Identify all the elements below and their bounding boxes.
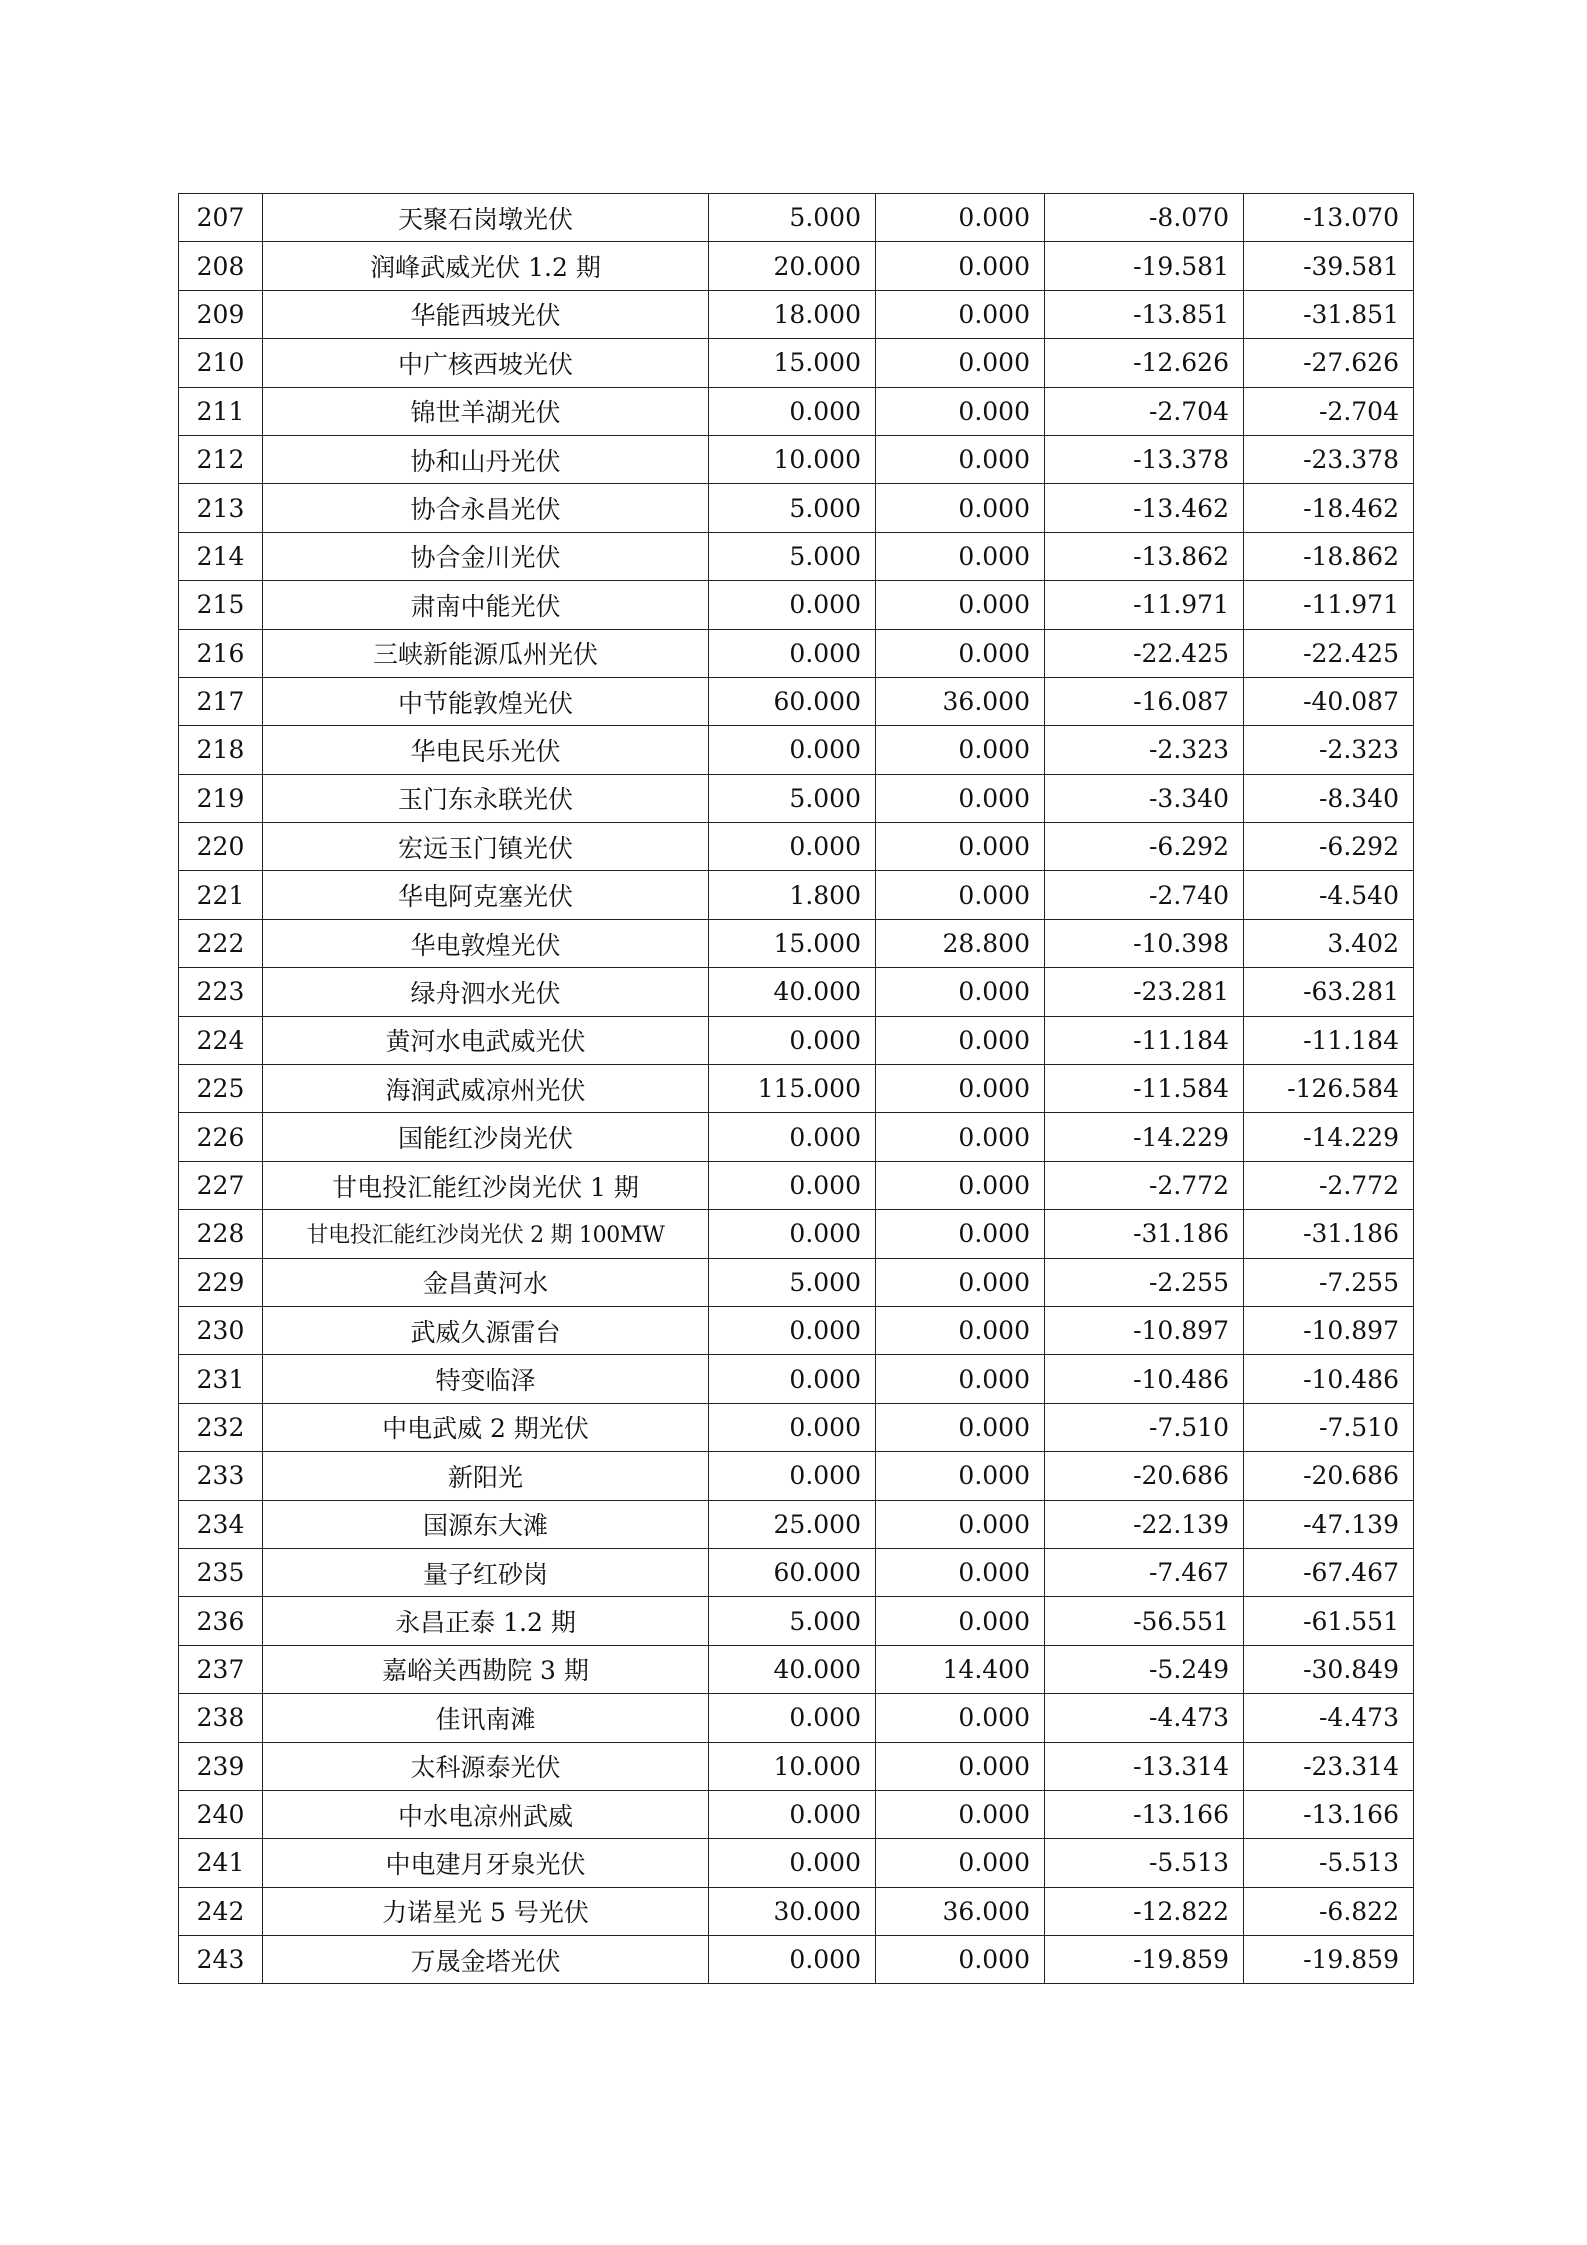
table-row [179, 1306, 1414, 1354]
value-col-3: 0.000 [709, 581, 876, 629]
value-col-4: 0.000 [876, 435, 1045, 483]
table-row [179, 677, 1414, 725]
row-index: 216 [179, 629, 263, 677]
table-row [179, 871, 1414, 919]
value-col-4: 0.000 [876, 1694, 1045, 1742]
value-col-4: 0.000 [876, 1403, 1045, 1451]
value-col-4: 0.000 [876, 484, 1045, 532]
value-col-5: -13.851 [1045, 290, 1244, 338]
value-col-4: 0.000 [876, 1790, 1045, 1838]
table-row [179, 194, 1414, 242]
table-row [179, 968, 1414, 1016]
station-name: 润峰武威光伏 1.2 期 [263, 242, 709, 290]
value-col-5: -11.584 [1045, 1065, 1244, 1113]
value-col-4: 0.000 [876, 1210, 1045, 1258]
station-name: 华能西坡光伏 [263, 290, 709, 338]
row-index: 223 [179, 968, 263, 1016]
value-col-6: -27.626 [1244, 339, 1414, 387]
value-col-4: 0.000 [876, 1500, 1045, 1548]
value-col-6: -2.323 [1244, 726, 1414, 774]
station-name: 华电敦煌光伏 [263, 919, 709, 967]
value-col-6: -22.425 [1244, 629, 1414, 677]
table-row [179, 1645, 1414, 1693]
value-col-5: -11.184 [1045, 1016, 1244, 1064]
station-name: 甘电投汇能红沙岗光伏 1 期 [263, 1161, 709, 1209]
value-col-3: 5.000 [709, 1258, 876, 1306]
row-index: 232 [179, 1403, 263, 1451]
station-name: 黄河水电武威光伏 [263, 1016, 709, 1064]
value-col-6: -31.851 [1244, 290, 1414, 338]
row-index: 215 [179, 581, 263, 629]
value-col-4: 0.000 [876, 242, 1045, 290]
row-index: 228 [179, 1210, 263, 1258]
value-col-6: -5.513 [1244, 1839, 1414, 1887]
table-row [179, 1839, 1414, 1887]
value-col-3: 25.000 [709, 1500, 876, 1548]
table-row [179, 1694, 1414, 1742]
value-col-6: -11.184 [1244, 1016, 1414, 1064]
value-col-6: -23.314 [1244, 1742, 1414, 1790]
station-name: 肃南中能光伏 [263, 581, 709, 629]
station-name: 中电武威 2 期光伏 [263, 1403, 709, 1451]
station-name: 国源东大滩 [263, 1500, 709, 1548]
value-col-4: 28.800 [876, 919, 1045, 967]
station-name: 三峡新能源瓜州光伏 [263, 629, 709, 677]
value-col-5: -12.822 [1045, 1887, 1244, 1935]
value-col-4: 36.000 [876, 1887, 1045, 1935]
value-col-3: 5.000 [709, 484, 876, 532]
station-name: 玉门东永联光伏 [263, 774, 709, 822]
table-row [179, 581, 1414, 629]
table-body [179, 194, 1414, 1984]
value-col-5: -4.473 [1045, 1694, 1244, 1742]
table-row [179, 1161, 1414, 1209]
station-name: 国能红沙岗光伏 [263, 1113, 709, 1161]
row-index: 221 [179, 871, 263, 919]
value-col-4: 0.000 [876, 726, 1045, 774]
row-index: 231 [179, 1355, 263, 1403]
row-index: 229 [179, 1258, 263, 1306]
row-index: 233 [179, 1452, 263, 1500]
table-row [179, 919, 1414, 967]
row-index: 240 [179, 1790, 263, 1838]
row-index: 241 [179, 1839, 263, 1887]
value-col-4: 0.000 [876, 1113, 1045, 1161]
row-index: 218 [179, 726, 263, 774]
row-index: 224 [179, 1016, 263, 1064]
value-col-3: 1.800 [709, 871, 876, 919]
row-index: 226 [179, 1113, 263, 1161]
value-col-4: 0.000 [876, 629, 1045, 677]
station-name: 嘉峪关西勘院 3 期 [263, 1645, 709, 1693]
station-name: 绿舟泗水光伏 [263, 968, 709, 1016]
row-index: 227 [179, 1161, 263, 1209]
value-col-3: 0.000 [709, 1403, 876, 1451]
value-col-5: -2.323 [1045, 726, 1244, 774]
station-name: 新阳光 [263, 1452, 709, 1500]
value-col-6: -11.971 [1244, 581, 1414, 629]
row-index: 214 [179, 532, 263, 580]
value-col-5: -11.971 [1045, 581, 1244, 629]
value-col-3: 60.000 [709, 677, 876, 725]
value-col-3: 5.000 [709, 194, 876, 242]
station-name: 量子红砂岗 [263, 1548, 709, 1596]
value-col-3: 40.000 [709, 968, 876, 1016]
value-col-3: 0.000 [709, 1306, 876, 1354]
row-index: 225 [179, 1065, 263, 1113]
value-col-5: -13.166 [1045, 1790, 1244, 1838]
value-col-5: -5.513 [1045, 1839, 1244, 1887]
station-name: 协合永昌光伏 [263, 484, 709, 532]
table-row [179, 484, 1414, 532]
value-col-5: -2.704 [1045, 387, 1244, 435]
value-col-5: -12.626 [1045, 339, 1244, 387]
row-index: 220 [179, 823, 263, 871]
value-col-5: -8.070 [1045, 194, 1244, 242]
data-table [178, 193, 1414, 1984]
row-index: 243 [179, 1936, 263, 1984]
value-col-3: 60.000 [709, 1548, 876, 1596]
station-name: 永昌正泰 1.2 期 [263, 1597, 709, 1645]
row-index: 217 [179, 677, 263, 725]
row-index: 235 [179, 1548, 263, 1596]
value-col-5: -56.551 [1045, 1597, 1244, 1645]
value-col-6: -63.281 [1244, 968, 1414, 1016]
value-col-5: -19.859 [1045, 1936, 1244, 1984]
value-col-5: -13.862 [1045, 532, 1244, 580]
table-row [179, 435, 1414, 483]
value-col-4: 0.000 [876, 1016, 1045, 1064]
station-name: 万晟金塔光伏 [263, 1936, 709, 1984]
value-col-4: 0.000 [876, 581, 1045, 629]
row-index: 239 [179, 1742, 263, 1790]
table-row [179, 1016, 1414, 1064]
value-col-6: -18.862 [1244, 532, 1414, 580]
row-index: 209 [179, 290, 263, 338]
table-row [179, 1548, 1414, 1596]
row-index: 210 [179, 339, 263, 387]
value-col-3: 0.000 [709, 823, 876, 871]
value-col-5: -20.686 [1045, 1452, 1244, 1500]
value-col-6: -67.467 [1244, 1548, 1414, 1596]
row-index: 219 [179, 774, 263, 822]
value-col-3: 10.000 [709, 435, 876, 483]
value-col-6: -18.462 [1244, 484, 1414, 532]
station-name: 武威久源雷台 [263, 1306, 709, 1354]
value-col-3: 18.000 [709, 290, 876, 338]
value-col-3: 0.000 [709, 1936, 876, 1984]
row-index: 213 [179, 484, 263, 532]
value-col-3: 0.000 [709, 1016, 876, 1064]
value-col-4: 0.000 [876, 387, 1045, 435]
table-row [179, 1403, 1414, 1451]
station-name: 天聚石岗墩光伏 [263, 194, 709, 242]
table-row [179, 1258, 1414, 1306]
table-row [179, 1113, 1414, 1161]
value-col-4: 0.000 [876, 194, 1045, 242]
station-name: 中电建月牙泉光伏 [263, 1839, 709, 1887]
station-name: 锦世羊湖光伏 [263, 387, 709, 435]
value-col-4: 0.000 [876, 290, 1045, 338]
value-col-4: 14.400 [876, 1645, 1045, 1693]
value-col-3: 0.000 [709, 387, 876, 435]
station-name: 海润武威凉州光伏 [263, 1065, 709, 1113]
table-row [179, 1065, 1414, 1113]
value-col-3: 115.000 [709, 1065, 876, 1113]
value-col-3: 30.000 [709, 1887, 876, 1935]
table-row [179, 339, 1414, 387]
value-col-6: -7.510 [1244, 1403, 1414, 1451]
value-col-6: -10.897 [1244, 1306, 1414, 1354]
table-row [179, 532, 1414, 580]
value-col-5: -14.229 [1045, 1113, 1244, 1161]
value-col-5: -7.510 [1045, 1403, 1244, 1451]
value-col-5: -10.398 [1045, 919, 1244, 967]
value-col-3: 15.000 [709, 339, 876, 387]
table-row [179, 774, 1414, 822]
value-col-6: -4.540 [1244, 871, 1414, 919]
station-name: 中节能敦煌光伏 [263, 677, 709, 725]
value-col-4: 0.000 [876, 968, 1045, 1016]
value-col-4: 0.000 [876, 871, 1045, 919]
value-col-6: -40.087 [1244, 677, 1414, 725]
value-col-6: -10.486 [1244, 1355, 1414, 1403]
table-row [179, 1597, 1414, 1645]
row-index: 211 [179, 387, 263, 435]
table-row [179, 629, 1414, 677]
value-col-4: 36.000 [876, 677, 1045, 725]
value-col-3: 40.000 [709, 1645, 876, 1693]
station-name: 金昌黄河水 [263, 1258, 709, 1306]
value-col-3: 0.000 [709, 1355, 876, 1403]
value-col-5: -31.186 [1045, 1210, 1244, 1258]
value-col-6: -30.849 [1244, 1645, 1414, 1693]
value-col-4: 0.000 [876, 532, 1045, 580]
row-index: 238 [179, 1694, 263, 1742]
station-name: 太科源泰光伏 [263, 1742, 709, 1790]
value-col-6: -31.186 [1244, 1210, 1414, 1258]
value-col-6: -6.822 [1244, 1887, 1414, 1935]
value-col-6: -61.551 [1244, 1597, 1414, 1645]
value-col-6: -20.686 [1244, 1452, 1414, 1500]
value-col-3: 10.000 [709, 1742, 876, 1790]
value-col-6: -2.772 [1244, 1161, 1414, 1209]
station-name: 协合金川光伏 [263, 532, 709, 580]
value-col-5: -3.340 [1045, 774, 1244, 822]
value-col-3: 5.000 [709, 532, 876, 580]
value-col-3: 0.000 [709, 1839, 876, 1887]
value-col-6: -126.584 [1244, 1065, 1414, 1113]
table-row [179, 387, 1414, 435]
station-name: 佳讯南滩 [263, 1694, 709, 1742]
value-col-3: 5.000 [709, 774, 876, 822]
row-index: 237 [179, 1645, 263, 1693]
value-col-5: -22.139 [1045, 1500, 1244, 1548]
value-col-3: 0.000 [709, 1210, 876, 1258]
value-col-6: -8.340 [1244, 774, 1414, 822]
table-row [179, 1500, 1414, 1548]
value-col-5: -2.772 [1045, 1161, 1244, 1209]
value-col-4: 0.000 [876, 823, 1045, 871]
row-index: 234 [179, 1500, 263, 1548]
value-col-6: -14.229 [1244, 1113, 1414, 1161]
station-name: 华电民乐光伏 [263, 726, 709, 774]
value-col-5: -2.255 [1045, 1258, 1244, 1306]
value-col-6: -6.292 [1244, 823, 1414, 871]
value-col-5: -2.740 [1045, 871, 1244, 919]
table-row [179, 823, 1414, 871]
value-col-6: -19.859 [1244, 1936, 1414, 1984]
value-col-5: -13.462 [1045, 484, 1244, 532]
row-index: 208 [179, 242, 263, 290]
value-col-4: 0.000 [876, 1548, 1045, 1596]
value-col-5: -10.486 [1045, 1355, 1244, 1403]
row-index: 222 [179, 919, 263, 967]
value-col-3: 15.000 [709, 919, 876, 967]
value-col-5: -7.467 [1045, 1548, 1244, 1596]
value-col-6: -7.255 [1244, 1258, 1414, 1306]
table-row [179, 1936, 1414, 1984]
value-col-4: 0.000 [876, 1258, 1045, 1306]
value-col-3: 0.000 [709, 1790, 876, 1838]
row-index: 212 [179, 435, 263, 483]
value-col-6: -4.473 [1244, 1694, 1414, 1742]
row-index: 236 [179, 1597, 263, 1645]
value-col-4: 0.000 [876, 1936, 1045, 1984]
value-col-4: 0.000 [876, 1742, 1045, 1790]
value-col-4: 0.000 [876, 1452, 1045, 1500]
table-row [179, 1887, 1414, 1935]
station-name: 华电阿克塞光伏 [263, 871, 709, 919]
value-col-5: -22.425 [1045, 629, 1244, 677]
station-name: 中广核西坡光伏 [263, 339, 709, 387]
table-row [179, 1742, 1414, 1790]
row-index: 242 [179, 1887, 263, 1935]
table-row [179, 1355, 1414, 1403]
row-index: 230 [179, 1306, 263, 1354]
value-col-4: 0.000 [876, 1161, 1045, 1209]
table-row [179, 1452, 1414, 1500]
value-col-5: -10.897 [1045, 1306, 1244, 1354]
value-col-3: 0.000 [709, 1113, 876, 1161]
value-col-4: 0.000 [876, 1065, 1045, 1113]
value-col-6: -47.139 [1244, 1500, 1414, 1548]
station-name: 甘电投汇能红沙岗光伏 2 期 100MW [263, 1210, 709, 1258]
value-col-5: -19.581 [1045, 242, 1244, 290]
value-col-6: 3.402 [1244, 919, 1414, 967]
table-row [179, 242, 1414, 290]
value-col-4: 0.000 [876, 1355, 1045, 1403]
value-col-5: -13.378 [1045, 435, 1244, 483]
value-col-4: 0.000 [876, 339, 1045, 387]
table-row [179, 1210, 1414, 1258]
value-col-5: -16.087 [1045, 677, 1244, 725]
value-col-3: 20.000 [709, 242, 876, 290]
station-name: 协和山丹光伏 [263, 435, 709, 483]
value-col-4: 0.000 [876, 1839, 1045, 1887]
value-col-4: 0.000 [876, 774, 1045, 822]
value-col-3: 0.000 [709, 1694, 876, 1742]
value-col-3: 5.000 [709, 1597, 876, 1645]
value-col-6: -13.166 [1244, 1790, 1414, 1838]
value-col-4: 0.000 [876, 1306, 1045, 1354]
value-col-4: 0.000 [876, 1597, 1045, 1645]
value-col-3: 0.000 [709, 629, 876, 677]
value-col-6: -23.378 [1244, 435, 1414, 483]
value-col-3: 0.000 [709, 1452, 876, 1500]
value-col-5: -13.314 [1045, 1742, 1244, 1790]
value-col-6: -13.070 [1244, 194, 1414, 242]
value-col-3: 0.000 [709, 1161, 876, 1209]
station-name: 力诺星光 5 号光伏 [263, 1887, 709, 1935]
station-name: 特变临泽 [263, 1355, 709, 1403]
value-col-5: -23.281 [1045, 968, 1244, 1016]
value-col-6: -2.704 [1244, 387, 1414, 435]
value-col-5: -6.292 [1045, 823, 1244, 871]
table-row [179, 290, 1414, 338]
station-name: 宏远玉门镇光伏 [263, 823, 709, 871]
table-row [179, 726, 1414, 774]
row-index: 207 [179, 194, 263, 242]
table-row [179, 1790, 1414, 1838]
value-col-5: -5.249 [1045, 1645, 1244, 1693]
value-col-6: -39.581 [1244, 242, 1414, 290]
station-name: 中水电凉州武威 [263, 1790, 709, 1838]
value-col-3: 0.000 [709, 726, 876, 774]
